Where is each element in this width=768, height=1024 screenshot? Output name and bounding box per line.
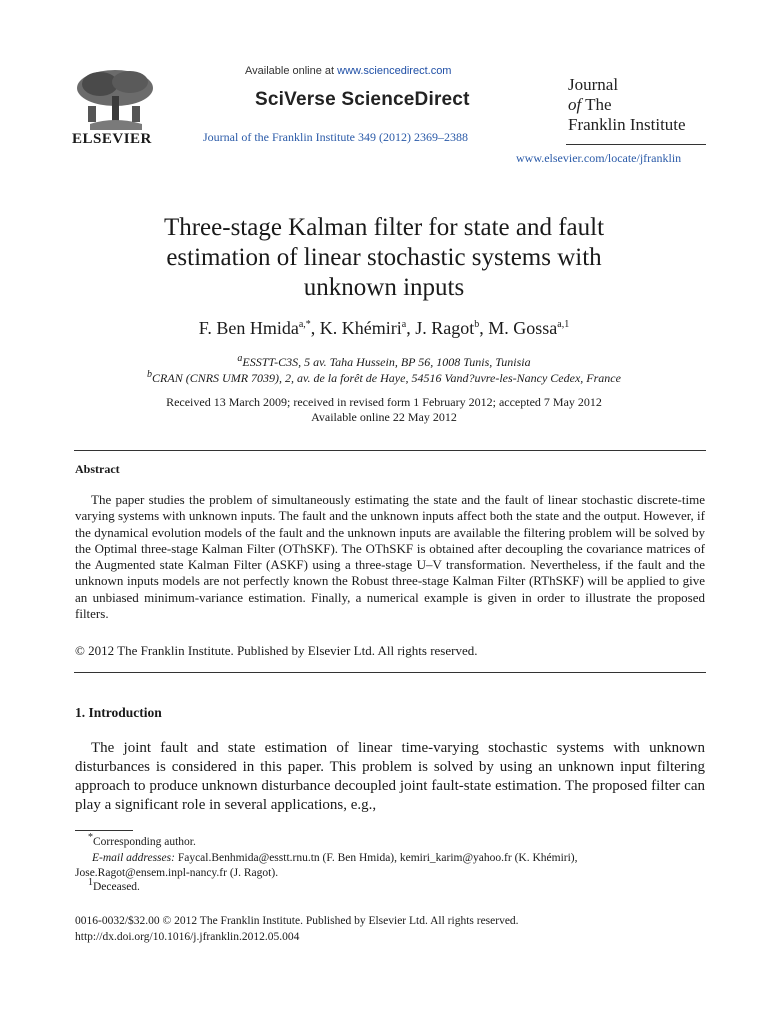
title-line-3: unknown inputs [303,274,465,301]
author-affil-mark: b [474,319,480,330]
footnote-emails [92,852,708,864]
journal-citation[interactable]: Journal of the Franklin Institute 349 (2012) 2369–2388 [203,130,468,144]
title-line-1: Three-stage Kalman filter for state and fault [163,214,605,241]
journal-url-link[interactable]: www.elsevier.com/locate/jfranklin [516,151,682,165]
affiliation-mark: b [147,369,153,380]
affiliation-mark: a [237,353,243,364]
availability-notice [245,65,451,77]
doi-link[interactable]: http://dx.doi.org/10.1016/j.jfranklin.2012.05.004 [75,931,300,943]
affiliation-text: ESSTT-C3S, 5 av. Taha Hussein, BP 56, 1008 Tunis, Tunisia [242,355,531,369]
section-heading: 1. Introduction [75,705,162,720]
author-list: F. Ben Hmida$^{a,*}$, K. Khémiri$^a$, J. Ragot$^b$, M. Gossa$^{a,1}$ [198,318,570,338]
availability-prefix: Available online at [245,65,338,77]
footnote-deceased [88,877,140,893]
title-line-2: estimation of linear stochastic systems with [166,244,602,271]
tree-icon [70,66,160,132]
abstract-body: The paper studies the problem of simultaneously estimating the state and the fault of linear stochastic discrete-time varying systems with unknown inputs. The fault and the unknown inputs affect both the state and the output. However, if the dynamical evolution models of the fault and the unknown inputs are available the filtering problem will be solved by the Optimal three-stage Kalman Filter (OThSKF). The OThSKF is obtained after decoupling the covariance matrices of the Augmented state Kalman Filter (ASKF) using a three-stage U–V transformation. Nevertheless, if the fault and the unknown inputs models are not perfectly known the Robust three-stage Kalman Filter (RThSKF) will be applied to give an unbiased minimum-variance estimation. Finally, a numerical example is given in order to illustrate the proposed filters. [75,492,705,622]
sciencedirect-link[interactable]: www.sciencedirect.com [337,65,452,77]
abstract-copyright: © 2012 The Franklin Institute. Published by Elsevier Ltd. All rights reserved. [75,643,478,658]
author-affil-mark: a,1 [557,319,570,330]
footnote-emails-cont[interactable]: Jose.Ragot@ensem.inpl-nancy.fr (J. Ragot). [75,867,279,879]
platform-name: SciVerse ScienceDirect [255,89,470,110]
journal-line-3: Franklin Institute [568,115,686,134]
journal-line-2 [568,95,713,115]
author-affil-mark: a [401,319,407,330]
footnote-rule [75,830,133,831]
journal-line-2-rest: The [581,95,612,114]
article-history: Received 13 March 2009; received in revised form 1 February 2012; accepted 7 May 2012 [166,395,602,409]
affiliation-b [84,371,684,386]
footnote-mark: 1 [88,877,93,889]
journal-title-block [568,75,713,135]
author-name: M. Gossa [488,318,558,338]
affiliation-a [84,355,684,370]
affiliation-text: CRAN (CNRS UMR 7039), 2, av. de la forêt de Haye, 54516 Vand?uvre-les-Nancy Cedex, France [152,371,621,385]
footnote-corresponding [88,832,196,848]
author-affil-mark: a,* [298,319,311,330]
footnote-mark: * [88,832,93,844]
online-date: Available online 22 May 2012 [311,410,457,424]
author-name: J. Ragot [415,318,475,338]
section-body: The joint fault and state estimation of linear time-varying stochastic systems with unknown disturbances is considered in this paper. This problem is solved by using an unknown input filtering approach to produce unknown disturbance decoupled joint fault-state estimation. The proposed filter can play a significant role in several applications, e.g., [75,740,705,813]
journal-line-1: Journal [568,75,619,94]
email-label: E-mail addresses: [92,852,175,864]
journal-line-2-italic: of [568,95,582,114]
article-title [84,213,684,303]
footnote-text: Deceased. [93,881,140,893]
abstract-bottom-rule [74,672,706,673]
footnote-text: Corresponding author. [93,836,196,848]
author-name: F. Ben Hmida [198,318,299,338]
issn-line: 0016-0032/$32.00 © 2012 The Franklin Institute. Published by Elsevier Ltd. All rights reserved. [75,915,519,927]
abstract-heading: Abstract [75,462,120,476]
abstract-top-rule [74,450,706,451]
author-name: K. Khémiri [319,318,402,338]
publisher-wordmark: ELSEVIER [72,131,152,147]
email-list[interactable]: Faycal.Benhmida@esstt.rnu.tn (F. Ben Hmida), kemiri_karim@yahoo.fr (K. Khémiri), [174,852,578,864]
journal-divider [566,144,706,145]
